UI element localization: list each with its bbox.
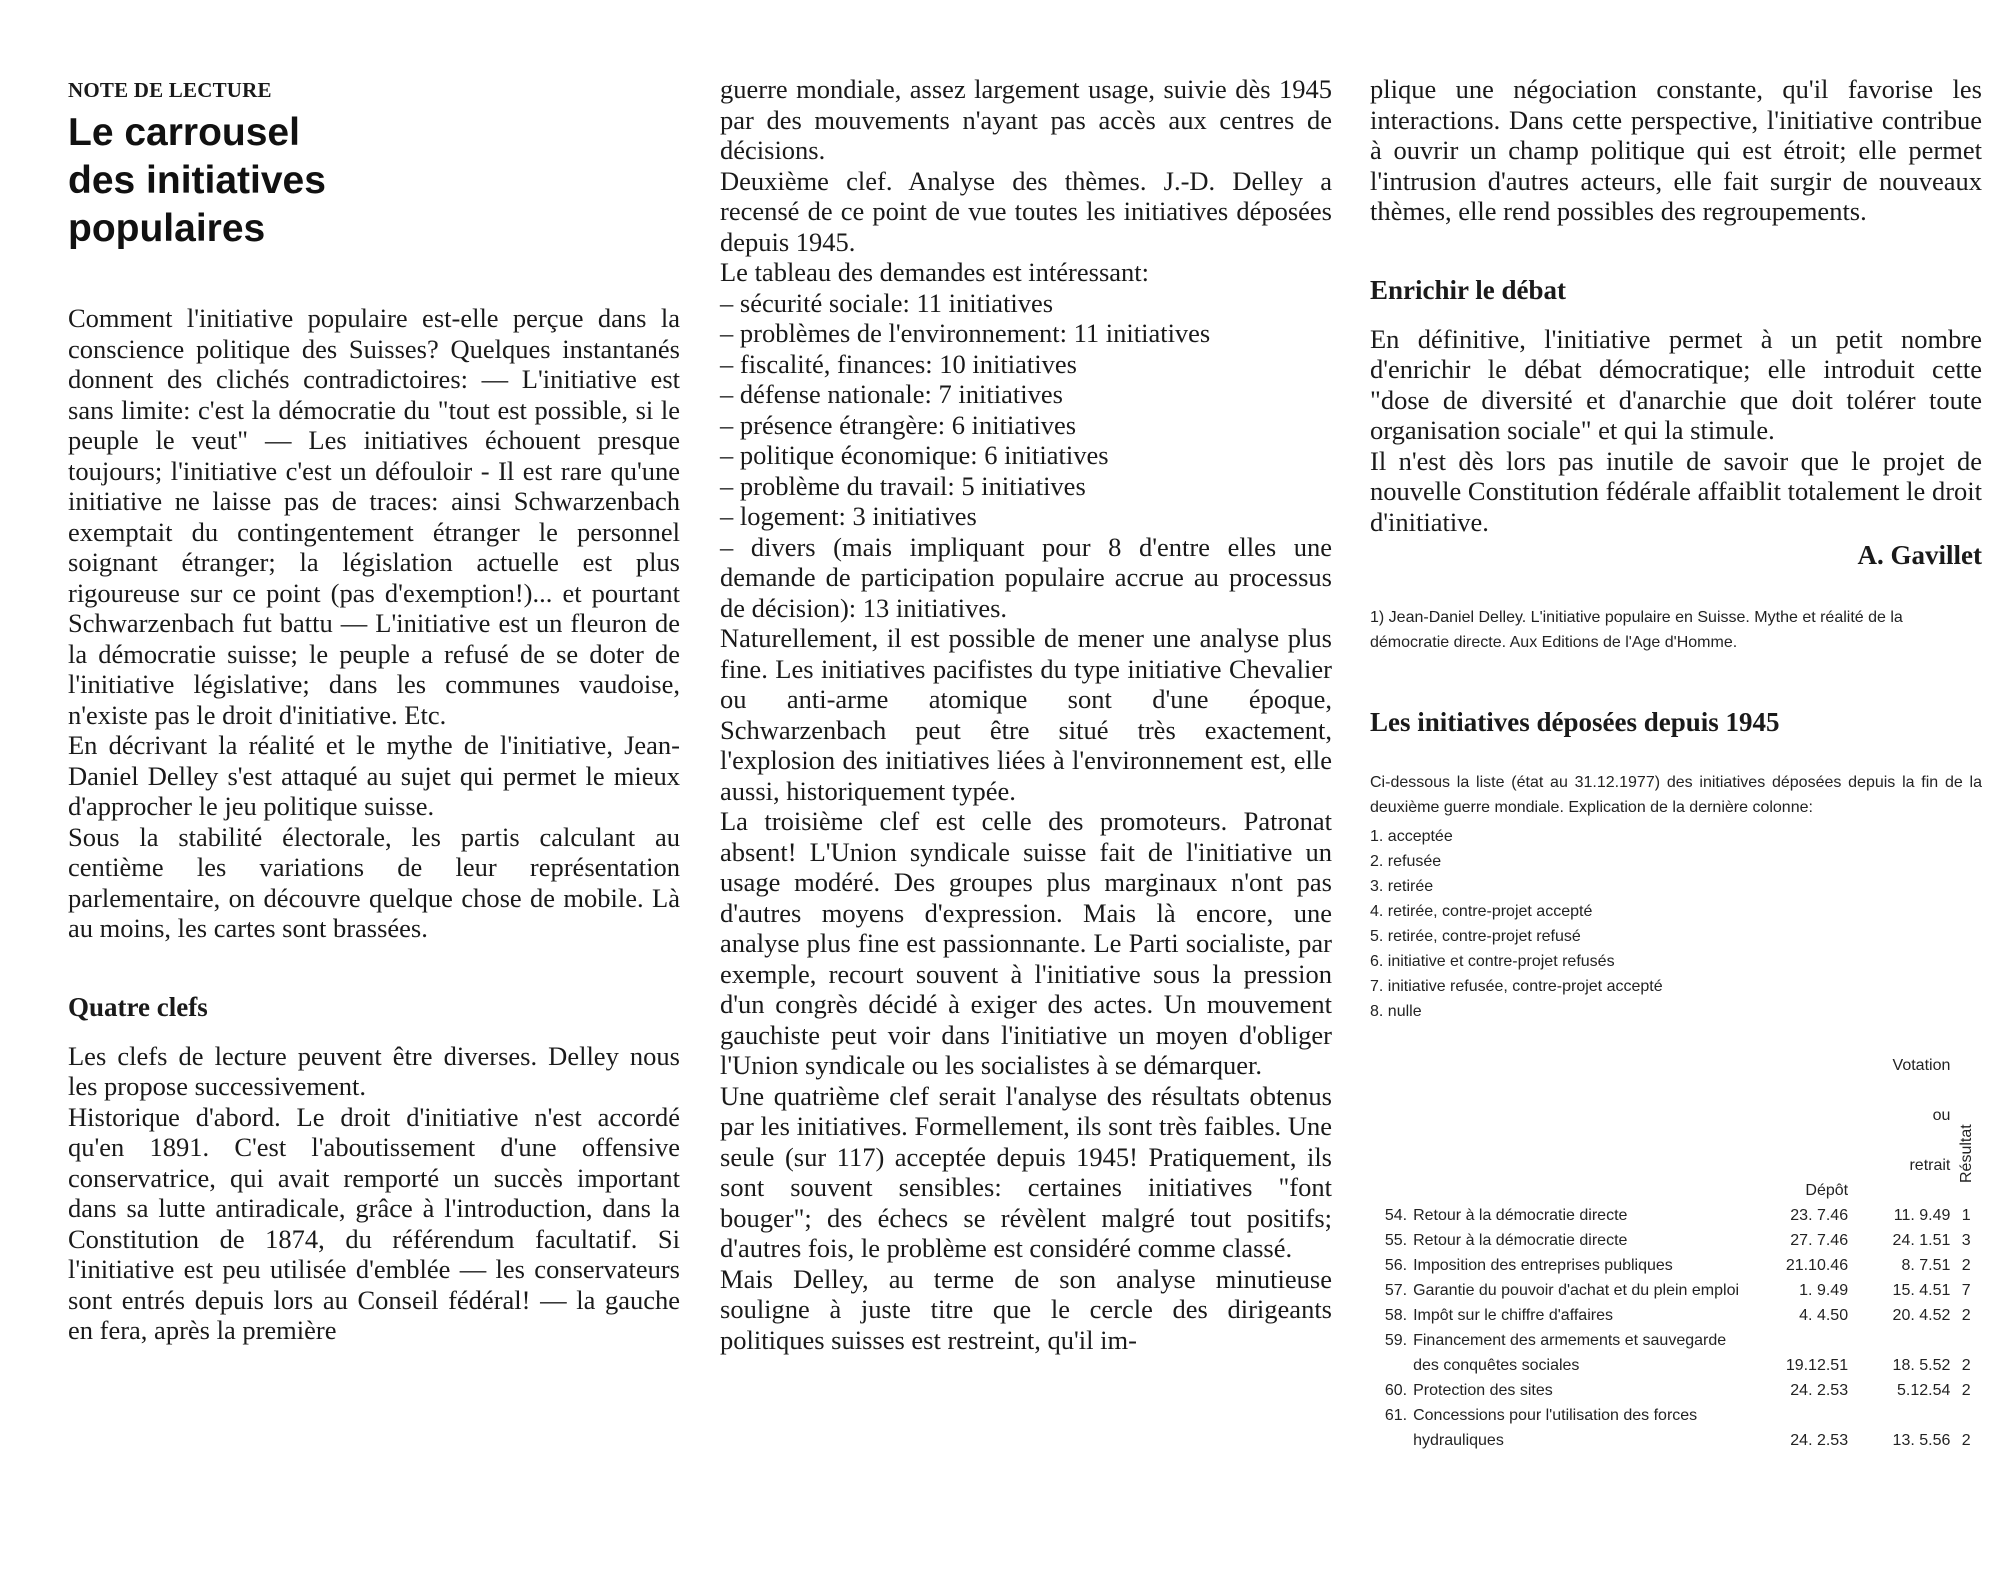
paragraph: En définitive, l'initiative permet à un petit nombre d'enrichir le débat démocratique; elle introduit cette "dose de diversité et d'anarchie que doit tolérer toute organisation sociale" et qui la stimule.	[1370, 323, 1982, 445]
header-depot: Dépôt	[1805, 1182, 1849, 1199]
row-depot: 4. 4.50	[1799, 1307, 1849, 1324]
row-name: Garantie du pouvoir d'achat et du plein emploi	[1413, 1282, 1740, 1299]
list-item: – politique économique: 6 initiatives	[720, 440, 1109, 470]
legend-item: 7. initiative refusée, contre-projet accepté	[1370, 978, 1663, 995]
table-row	[1370, 1403, 1982, 1453]
row-name: Imposition des entreprises publiques	[1413, 1257, 1673, 1274]
legend-item: 4. retirée, contre-projet accepté	[1370, 903, 1593, 920]
paragraph: Une quatrième clef serait l'analyse des résultats obtenus par les initiatives. Formellement, ils sont très faibles. Une seule (sur 117) acceptée depuis 1945! Pratiquement, ils sont souvent sensibles: certaines initiatives "font bouger"; des échecs se révèlent malgré tout positifs; d'autres fois, le problème est considéré comme classé.	[720, 1080, 1332, 1263]
paragraph: Le tableau des demandes est intéressant:	[720, 257, 1149, 287]
kicker: NOTE DE LECTURE	[68, 78, 272, 102]
row-result: 2	[1961, 1382, 1971, 1399]
row-depot: 24. 2.53	[1790, 1382, 1849, 1399]
row-votation: 5.12.54	[1896, 1382, 1951, 1399]
row-number: 54.	[1384, 1207, 1408, 1224]
row-result: 3	[1961, 1232, 1971, 1249]
paragraph: Il n'est dès lors pas inutile de savoir que le projet de nouvelle Constitution fédérale affaiblit totalement le droit d'initiative.	[1370, 445, 1982, 537]
themes-list	[720, 288, 1332, 624]
row-result: 7	[1961, 1282, 1971, 1299]
row-number: 58.	[1384, 1307, 1408, 1324]
row-depot: 1. 9.49	[1799, 1282, 1849, 1299]
list-item: – défense nationale: 7 initiatives	[720, 379, 1063, 409]
table-row	[1370, 1303, 1982, 1328]
row-votation: 24. 1.51	[1892, 1232, 1951, 1249]
row-result: 2	[1961, 1257, 1971, 1274]
row-name: Financement des armements et sauvegarde des conquêtes sociales	[1413, 1332, 1727, 1374]
table-title: Les initiatives déposées depuis 1945	[1370, 707, 1780, 737]
legend-item: 3. retirée	[1370, 878, 1434, 895]
row-name: Retour à la démocratie directe	[1413, 1232, 1628, 1249]
row-number: 60.	[1384, 1382, 1408, 1399]
header-resultat: Résultat	[1957, 1124, 1975, 1184]
row-depot: 27. 7.46	[1790, 1232, 1849, 1249]
row-result: 2	[1961, 1307, 1971, 1324]
row-number: 57.	[1384, 1282, 1408, 1299]
header-votation-line-1: Votation	[1892, 1057, 1951, 1074]
row-votation: 8. 7.51	[1901, 1257, 1951, 1274]
legend-item: 8. nulle	[1370, 1003, 1422, 1020]
table-row	[1370, 1253, 1982, 1278]
paragraph: guerre mondiale, assez largement usage, suivie dès 1945 par des mouvements n'ayant pas accès aux centres de décisions.	[720, 74, 1332, 165]
legend-item: 6. initiative et contre-projet refusés	[1370, 953, 1615, 970]
header-votation	[1848, 1028, 1950, 1203]
column-2	[720, 74, 1332, 1355]
footnote: 1) Jean-Daniel Delley. L'initiative populaire en Suisse. Mythe et réalité de la démocratie directe. Aux Editions de l'Age d'Homme.	[1370, 609, 1903, 651]
list-item: – divers (mais impliquant pour 8 d'entre elles une demande de participation populaire accrue au processus de décision): 13 initiatives.	[720, 531, 1332, 623]
subheading-enrichir: Enrichir le débat	[1370, 274, 1567, 305]
paragraph: Historique d'abord. Le droit d'initiative n'est accordé qu'en 1891. C'est l'aboutissement d'une offensive conservatrice, qui avait remporté un succès important dans sa lutte antiradicale, grâce à l'introduction, dans la Constitution de 1874, du référendum facultatif. Si l'initiative est peu utilisée d'emblée — les conservateurs sont entrés depuis lors au Conseil fédéral! — la gauche en fera, après la première	[68, 1101, 680, 1345]
row-depot: 23. 7.46	[1790, 1207, 1849, 1224]
table-intro: Ci-dessous la liste (état au 31.12.1977) des initiatives déposées depuis la fin de la deuxième guerre mondiale. Explication de la dernière colonne:	[1370, 774, 1982, 816]
row-votation: 20. 4.52	[1892, 1307, 1951, 1324]
column-3	[1370, 74, 1982, 1453]
paragraph: Naturellement, il est possible de mener une analyse plus fine. Les initiatives pacifistes du type initiative Chevalier ou anti-arme atomique sont d'une époque, Schwarzenbach peut être situé très exactement, l'explosion des initiatives liées à l'environnement est, elle aussi, historiquement typée.	[720, 623, 1332, 806]
row-number: 59.	[1384, 1332, 1408, 1349]
column-1	[68, 74, 680, 1346]
row-number: 56.	[1384, 1257, 1408, 1274]
list-item: – sécurité sociale: 11 initiatives	[720, 287, 1054, 318]
row-depot: 19.12.51	[1785, 1357, 1849, 1374]
legend-item: 2. refusée	[1370, 853, 1442, 870]
list-item: – problème du travail: 5 initiatives	[720, 470, 1086, 501]
table-header	[1370, 1028, 1982, 1203]
row-votation: 13. 5.56	[1892, 1432, 1951, 1449]
list-item: – fiscalité, finances: 10 initiatives	[720, 348, 1077, 379]
headline-line-1: Le carrousel	[68, 111, 300, 154]
list-item: – présence étrangère: 6 initiatives	[720, 409, 1077, 440]
row-depot: 21.10.46	[1785, 1257, 1849, 1274]
paragraph: En décrivant la réalité et le mythe de l'initiative, Jean-Daniel Delley s'est attaqué au sujet qui permet le mieux d'approcher le jeu politique suisse.	[68, 730, 680, 821]
headline-line-3: populaires	[68, 207, 266, 250]
result-legend	[1370, 824, 1982, 1024]
row-name: Concessions pour l'utilisation des forces hydrauliques	[1413, 1407, 1698, 1449]
paragraph: Mais Delley, au terme de son analyse minutieuse souligne à juste titre que le cercle des dirigeants politiques suisses est restreint, qu'il im-	[720, 1263, 1332, 1355]
row-result: 1	[1961, 1207, 1971, 1224]
legend-item: 1. acceptée	[1370, 828, 1453, 845]
paragraph: Les clefs de lecture peuvent être diverses. Delley nous les propose successivement.	[68, 1040, 680, 1101]
row-votation: 18. 5.52	[1892, 1357, 1951, 1374]
headline	[68, 109, 680, 253]
list-item: – problèmes de l'environnement: 11 initiatives	[720, 318, 1211, 348]
row-votation: 11. 9.49	[1893, 1207, 1951, 1224]
table-row	[1370, 1228, 1982, 1253]
initiatives-table	[1370, 1028, 1982, 1453]
table-row	[1370, 1203, 1982, 1228]
headline-line-2: des initiatives	[68, 159, 326, 202]
subheading-quatre-clefs: Quatre clefs	[68, 991, 208, 1022]
paragraph: Comment l'initiative populaire est-elle perçue dans la conscience politique des Suisses? Quelques instantanés donnent des clichés contradictoires: — L'initiative est sans limite: c'est la démocratie du "tout est possible, si le peuple le veut" — Les initiatives échouent presque toujours; l'initiative c'est un défouloir - Il est rare qu'une initiative ne laisse pas de traces: ainsi Schwarzenbach exemptait du contingentement étranger le personnel soignant étranger; la législation actuelle est plus rigoureuse sur ce point (pas d'exemption!)... et pourtant Schwarzenbach fut battu — L'initiative est un fleuron de la démocratie suisse; le peuple a refusé de se doter de l'initiative législative; dans les communes vaudoise, n'existe pas le droit d'initiative. Etc.	[68, 303, 680, 730]
row-result: 2	[1961, 1357, 1971, 1374]
author-signature: A. Gavillet	[1857, 540, 1982, 570]
row-name: Protection des sites	[1413, 1382, 1553, 1399]
table-row	[1370, 1278, 1982, 1303]
header-votation-line-3: retrait	[1909, 1157, 1951, 1174]
paragraph: Deuxième clef. Analyse des thèmes. J.-D. Delley a recensé de ce point de vue toutes les initiatives déposées depuis 1945.	[720, 165, 1332, 257]
table-row	[1370, 1378, 1982, 1403]
legend-item: 5. retirée, contre-projet refusé	[1370, 928, 1581, 945]
row-name: Impôt sur le chiffre d'affaires	[1413, 1307, 1613, 1324]
row-name: Retour à la démocratie directe	[1413, 1207, 1628, 1224]
row-votation: 15. 4.51	[1892, 1282, 1951, 1299]
row-number: 55.	[1384, 1232, 1408, 1249]
row-depot: 24. 2.53	[1790, 1432, 1849, 1449]
table-row	[1370, 1328, 1982, 1378]
row-number: 61.	[1384, 1407, 1408, 1424]
header-votation-line-2: ou	[1932, 1107, 1951, 1124]
list-item: – logement: 3 initiatives	[720, 501, 977, 531]
paragraph: plique une négociation constante, qu'il favorise les interactions. Dans cette perspective, l'initiative contribue à ouvrir un champ politique qui est étroit; elle permet l'intrusion d'autres acteurs, elle fait surgir de nouveaux thèmes, elle rend possibles des regroupements.	[1370, 74, 1982, 226]
paragraph: Sous la stabilité électorale, les partis calculant au centième les variations de leur représentation parlementaire, on découvre quelque chose de mobile. Là au moins, les cartes sont brassées.	[68, 821, 680, 943]
row-result: 2	[1961, 1432, 1971, 1449]
paragraph: La troisième clef est celle des promoteurs. Patronat absent! L'Union syndicale suisse fait de l'initiative un usage modéré. Des groupes plus marginaux n'ont pas d'autres moyens d'expression. Mais là encore, une analyse plus fine est passionnante. Le Parti socialiste, par exemple, recourt souvent à l'initiative sous la pression d'un congrès décidé à exiger des actes. Un mouvement gauchiste peut voir dans l'initiative un moyen d'obliger l'Union syndicale ou les socialistes à se démarquer.	[720, 806, 1332, 1080]
